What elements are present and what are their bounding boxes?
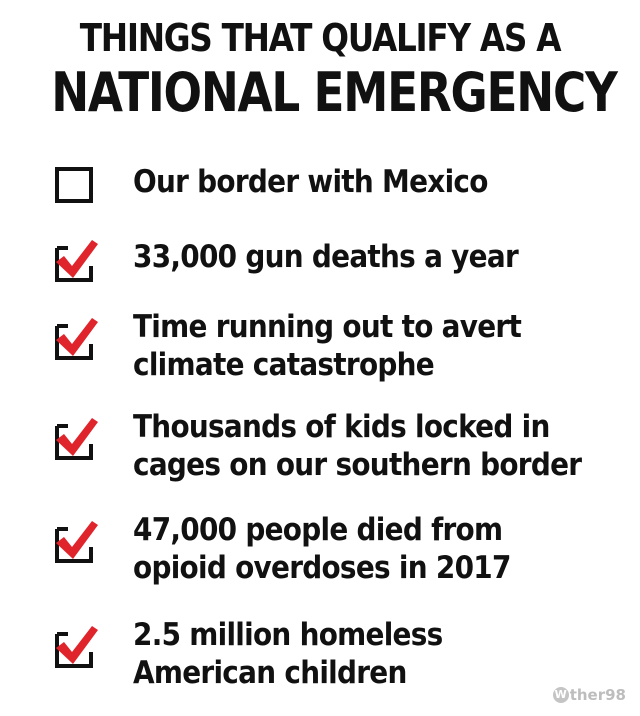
watermark [553, 686, 626, 704]
title-line-2: NATIONAL EMERGENCY [51, 61, 617, 124]
watermark-badge-icon: W [554, 688, 567, 701]
title-line-1: THINGS THAT QUALIFY AS A [79, 16, 561, 60]
checklist-item-label: 47,000 people died from opioid overdoses in 2017 [133, 512, 511, 586]
checked-checkbox-icon [54, 416, 98, 456]
checklist-item-label: Thousands of kids locked in cages on our southern border [133, 409, 582, 483]
checklist-item-label: Time running out to avert climate catastrophe [133, 309, 522, 383]
checklist-item-label: 2.5 million homeless American children [133, 617, 443, 691]
empty-checkbox-icon [54, 163, 98, 203]
checklist-item-label: 33,000 gun deaths a year [133, 239, 518, 275]
checked-checkbox-icon [54, 519, 98, 559]
checklist-item-label: Our border with Mexico [133, 164, 488, 200]
checked-checkbox-icon [54, 624, 98, 664]
checked-checkbox-icon [54, 316, 98, 356]
checked-checkbox-icon [54, 238, 98, 278]
watermark-text: ther98 [569, 686, 626, 704]
